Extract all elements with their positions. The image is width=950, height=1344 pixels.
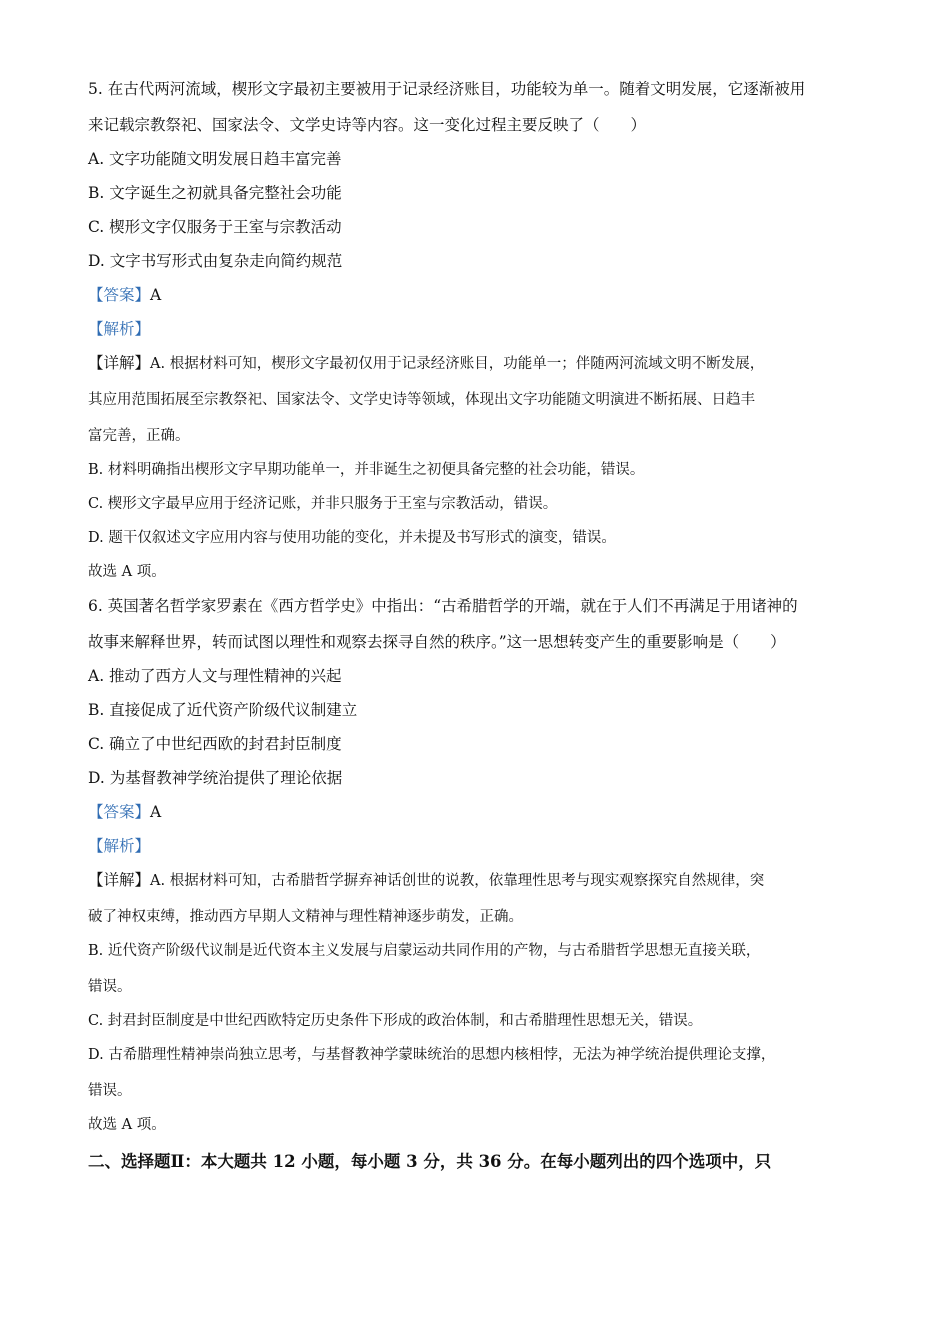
q6-option-b: B. 直接促成了近代资产阶级代议制建立 bbox=[88, 701, 358, 719]
q5-option-c: C. 楔形文字仅服务于王室与宗教活动 bbox=[88, 218, 342, 236]
q5-stem-line-2: 来记载宗教祭祀、国家法令、文学史诗等内容。这一变化过程主要反映了（ ） bbox=[88, 116, 647, 134]
q6-detail-line-2: 破了神权束缚，推动西方早期人文精神与理性精神逐步萌发，正确。 bbox=[88, 909, 523, 925]
q6-analysis bbox=[88, 835, 868, 857]
q5-detail-tag: 【详解】 bbox=[88, 354, 151, 372]
q6-c-explanation: C. 封君封臣制度是中世纪西欧特定历史条件下形成的政治体制，和古希腊理性思想无关，错误。 bbox=[88, 1013, 703, 1029]
q5-answer bbox=[88, 284, 868, 306]
q6-option-a: A. 推动了西方人文与理性精神的兴起 bbox=[88, 667, 342, 685]
q6-d-explanation-line-1: D. 古希腊理性精神崇尚独立思考，与基督教神学蒙昧统治的思想内核相悖，无法为神学统治提供理论支撑， bbox=[88, 1047, 776, 1063]
q5-detail-line-2: 其应用范围拓展至宗教祭祀、国家法令、文学史诗等领域，体现出文字功能随文明演进不断拓展、日趋丰 bbox=[88, 392, 755, 408]
q5-b-explanation: B. 材料明确指出楔形文字早期功能单一，并非诞生之初便具备完整的社会功能，错误。 bbox=[88, 462, 645, 478]
q5-answer-value: A bbox=[150, 286, 162, 304]
q5-option-a: A. 文字功能随文明发展日趋丰富完善 bbox=[88, 150, 342, 168]
q6-option-d: D. 为基督教神学统治提供了理论依据 bbox=[88, 769, 343, 787]
q6-stem-line-2: 故事来解释世界，转而试图以理性和观察去探寻自然的秩序。”这一思想转变产生的重要影响是（ ） bbox=[88, 633, 786, 651]
q6-d-explanation-line-2: 错误。 bbox=[88, 1083, 132, 1099]
q5-c-explanation: C. 楔形文字最早应用于经济记账，并非只服务于王室与宗教活动，错误。 bbox=[88, 496, 558, 512]
q6-stem-line-1: 6. 英国著名哲学家罗素在《西方哲学史》中指出：“古希腊哲学的开端，就在于人们不再满足于用诸神的 bbox=[88, 597, 798, 615]
q5-d-explanation: D. 题干仅叙述文字应用内容与使用功能的变化，并未提及书写形式的演变，错误。 bbox=[88, 530, 616, 546]
q6-answer-value: A bbox=[150, 803, 162, 821]
q6-b-explanation-line-1: B. 近代资产阶级代议制是近代资本主义发展与启蒙运动共同作用的产物，与古希腊哲学思想无直接关联， bbox=[88, 943, 761, 959]
section-heading: 二、选择题Ⅱ：本大题共 12 小题，每小题 3 分，共 36 分。在每小题列出的四个选项中，只 bbox=[88, 1152, 772, 1171]
q5-stem-line-1: 5. 在古代两河流域，楔形文字最初主要被用于记录经济账目，功能较为单一。随着文明发展，它逐渐被用 bbox=[88, 80, 806, 98]
q5-detail-line-3: 富完善，正确。 bbox=[88, 428, 190, 444]
q5-detail-line-1 bbox=[88, 352, 868, 375]
q6-analysis-tag: 【解析】 bbox=[88, 837, 151, 855]
document-page bbox=[88, 78, 868, 1172]
q6-option-c: C. 确立了中世纪西欧的封君封臣制度 bbox=[88, 735, 342, 753]
q6-conclusion: 故选 A 项。 bbox=[88, 1117, 166, 1133]
q6-answer bbox=[88, 801, 868, 823]
q5-conclusion: 故选 A 项。 bbox=[88, 564, 166, 580]
q6-detail-tag: 【详解】 bbox=[88, 871, 151, 889]
q5-option-b: B. 文字诞生之初就具备完整社会功能 bbox=[88, 184, 342, 202]
q6-detail-line-1 bbox=[88, 869, 868, 892]
q5-analysis-tag: 【解析】 bbox=[88, 320, 151, 338]
q5-detail-text-1: A. 根据材料可知，楔形文字最初仅用于记录经济账目，功能单一；伴随两河流域文明不断发展， bbox=[150, 356, 765, 372]
q6-answer-tag: 【答案】 bbox=[88, 803, 151, 821]
q5-answer-tag: 【答案】 bbox=[88, 286, 151, 304]
q6-b-explanation-line-2: 错误。 bbox=[88, 979, 132, 995]
q5-analysis bbox=[88, 318, 868, 340]
q5-option-d: D. 文字书写形式由复杂走向简约规范 bbox=[88, 252, 343, 270]
q6-detail-text-1: A. 根据材料可知，古希腊哲学摒弃神话创世的说教，依靠理性思考与现实观察探究自然规律，突 bbox=[150, 873, 765, 889]
